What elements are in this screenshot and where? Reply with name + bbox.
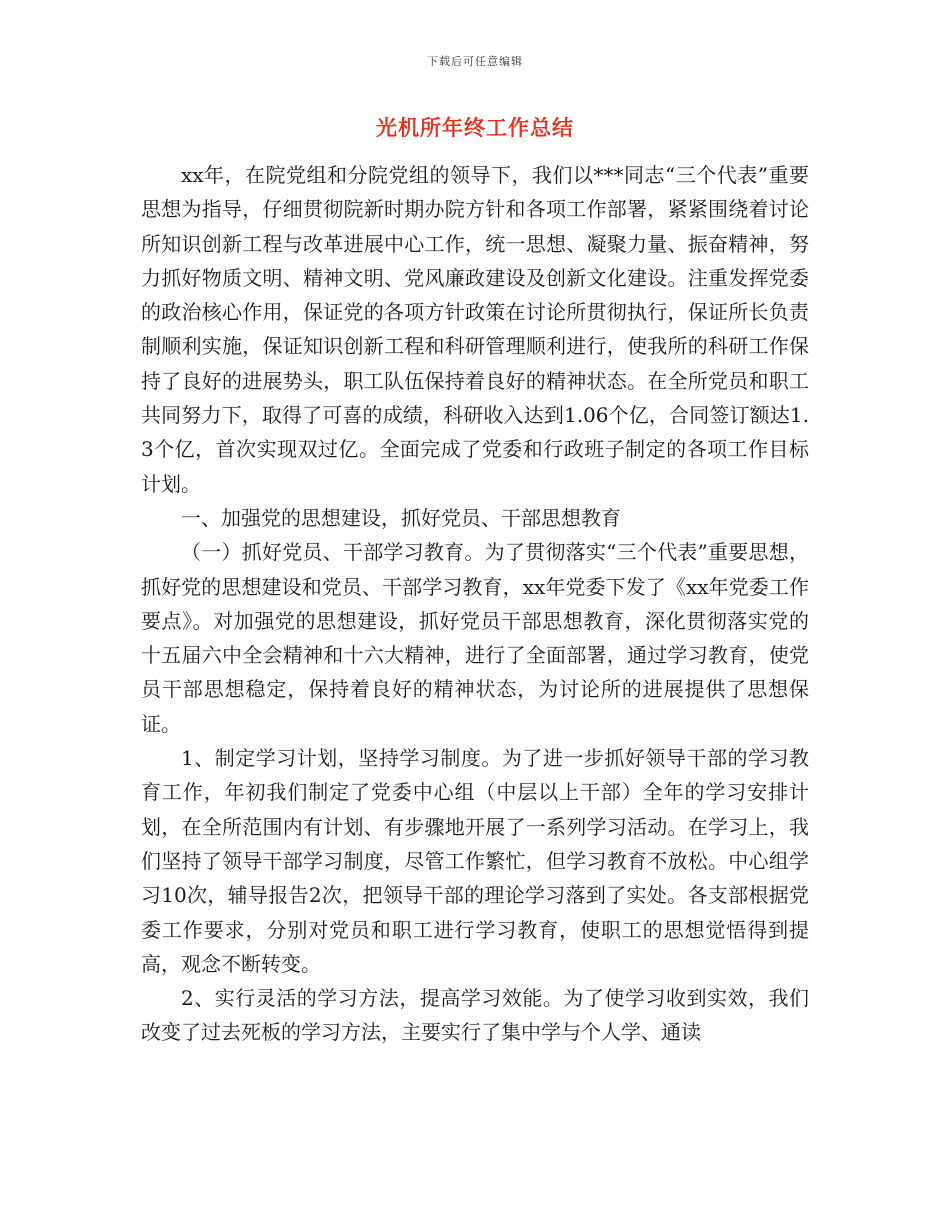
document-body (141, 158, 809, 1050)
subsection-1: （一）抓好党员、干部学习教育。为了贯彻落实“三个代表”重要思想，抓好党的思想建设和党员、干部学习教育，xx年党委下发了《xx年党委工作要点》。对加强党的思想建设，抓好党员干部思想教育，深化贯彻落实党的十五届六中全会精神和十六大精神，进行了全面部署，通过学习教育，使党员干部思想稳定，保持着良好的精神状态，为讨论所的进展提供了思想保证。 (141, 540, 809, 736)
document-title: 光机所年终工作总结 (376, 115, 574, 140)
page-header-note: 下载后可任意编辑 (427, 55, 523, 68)
section-heading-1: 一、加强党的思想建设，抓好党员、干部思想教育 (181, 505, 621, 530)
paragraph-intro: xx年，在院党组和分院党组的领导下，我们以***同志“三个代表”重要思想为指导，仔细贯彻院新时期办院方针和各项工作部署，紧紧围绕着讨论所知识创新工程与改革进展中心工作，统一思想、凝聚力量、振奋精神，努力抓好物质文明、精神文明、党风廉政建设及创新文化建设。注重发挥党委的政治核心作用，保证党的各项方针政策在讨论所贯彻执行，保证所长负责制顺利实施，保证知识创新工程和科研管理顺利进行，使我所的科研工作保持了良好的进展势头，职工队伍保持着良好的精神状态。在全所党员和职工共同努力下，取得了可喜的成绩，科研收入达到1.06个亿，合同签订额达1.3个亿，首次实现双过亿。全面完成了党委和行政班子制定的各项工作目标计划。 (141, 163, 809, 496)
item-2: 2、实行灵活的学习方法，提高学习效能。为了使学习收到实效，我们改变了过去死板的学习方法，主要实行了集中学与个人学、通读 (141, 986, 809, 1045)
item-1: 1、制定学习计划，坚持学习制度。为了进一步抓好领导干部的学习教育工作，年初我们制定了党委中心组（中层以上干部）全年的学习安排计划，在全所范围内有计划、有步骤地开展了一系列学习活动。在学习上，我们坚持了领导干部学习制度，尽管工作繁忙，但学习教育不放松。中心组学习10次，辅导报告2次，把领导干部的理论学习落到了实处。各支部根据党委工作要求，分别对党员和职工进行学习教育，使职工的思想觉悟得到提高，观念不断转变。 (141, 746, 809, 976)
